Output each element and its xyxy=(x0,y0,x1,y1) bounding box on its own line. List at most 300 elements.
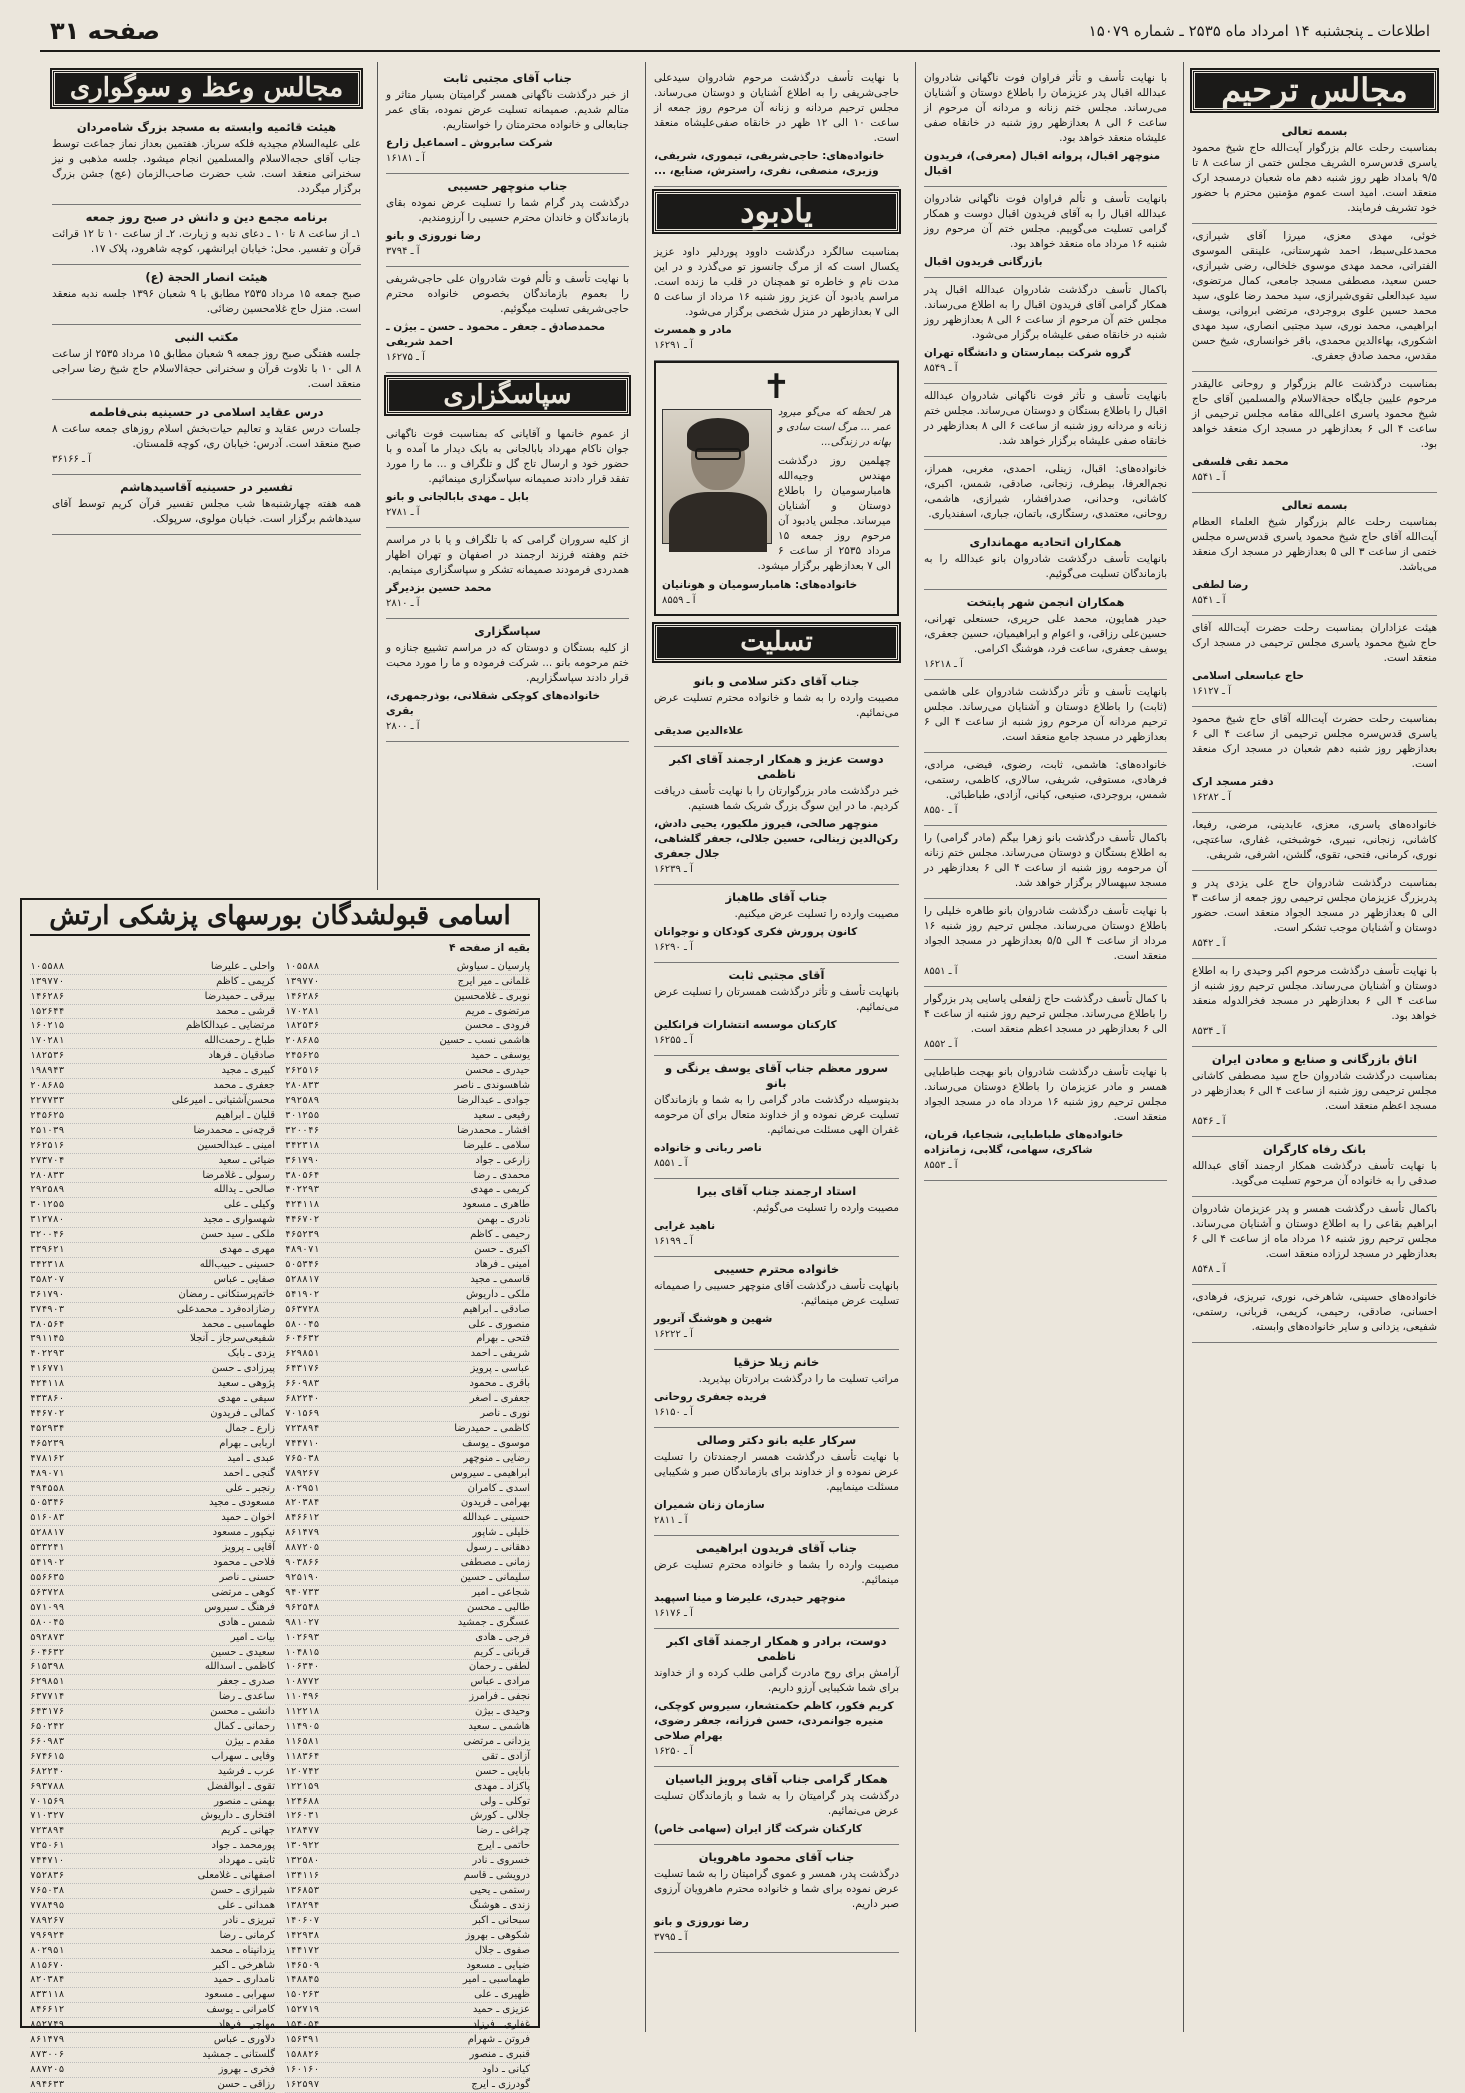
notice-body: جلسات درس عقاید و تعالیم حیات‌بخش اسلام روزهای جمعه ساعت ۸ صبح منعقد است. آدرس: خیابان ری، کوچه قلمستان. xyxy=(52,423,361,450)
list-row xyxy=(285,1377,530,1392)
list-row-name: کیانی ـ داود xyxy=(482,2063,530,2075)
list-row-number: ۶۸۲۲۴۰ xyxy=(285,1393,320,1405)
list-row-number: ۴۲۴۱۱۸ xyxy=(285,1199,320,1211)
notice-code: آ ـ ۱۶۱۸۱ xyxy=(386,153,425,164)
notice-item xyxy=(654,1257,899,1350)
list-row xyxy=(30,1139,275,1154)
list-row xyxy=(285,1079,530,1094)
list-columns xyxy=(30,960,530,2093)
list-row-number: ۳۲۰۰۴۶ xyxy=(285,1124,320,1136)
list-row xyxy=(285,1646,530,1661)
notice-signature: منوچهر اقبال، پروانه اقبال (معرفی)، فریدون اقبال xyxy=(924,150,1161,177)
list-row-number: ۹۶۲۵۴۸ xyxy=(285,1601,320,1613)
notice-body: درگذشت پدر گرامیتان را به شما و بازماندگان تسلیت عرض می‌نمائیم. xyxy=(654,1790,899,1817)
notice-body: خبر درگذشت مادر بزرگوارتان را با نهایت تأسف دریافت کردیم. ما در این سوگ بزرگ شریک شما هستیم. xyxy=(654,785,899,812)
notice-signature: خانواده‌های طباطبایی، شجاعیا، قربان، شاکری، سهامی، گلابی، زمانزاده xyxy=(924,1129,1124,1156)
list-row xyxy=(285,1705,530,1720)
list-row-number: ۴۲۴۱۱۸ xyxy=(30,1378,65,1390)
list-row-number: ۸۶۱۴۷۹ xyxy=(285,1527,320,1539)
list-row-number: ۱۶۰۱۶۰ xyxy=(285,2063,320,2075)
list-row-number: ۴۶۵۲۳۹ xyxy=(285,1229,320,1241)
notice-body: حیدر همایون، محمد علی حریری، حسنعلی تهرانی، حسین‌علی رزاقی، و اعوام و ابراهیمیان، حسین جعفری، یوسف جعفری، ساعت فرد، هوشنگ اکرامی. xyxy=(924,613,1167,655)
memorial-signature: خانواده‌های: هامبارسومیان و هونانیان xyxy=(662,579,858,591)
list-row xyxy=(30,1959,275,1974)
list-row-name: نیکپور ـ مسعود xyxy=(212,1527,275,1539)
notice-body: بانهایت تأسف و تأثر درگذشت شادروان علی هاشمی (ثابت) را باطلاع دوستان و آشنایان می‌رساند. مجلس ترحیم مردانه آن مرحوم روز شنبه از ساعت ۴ الی ۶ بعدازظهر در مسجد جامع منعقد است. xyxy=(924,686,1168,743)
list-row xyxy=(285,1437,530,1452)
list-row-number: ۱۷۰۲۸۱ xyxy=(285,1005,320,1017)
section-banner-taslit: تسلیت xyxy=(654,624,899,661)
list-row-number: ۷۰۱۵۶۹ xyxy=(285,1408,320,1419)
list-row xyxy=(30,1571,275,1586)
list-row-name: سهرابی ـ مسعود xyxy=(204,1989,275,2001)
list-row-number: ۶۲۹۸۵۱ xyxy=(285,1348,320,1360)
list-row xyxy=(285,1139,530,1154)
notice-body: بانهایت تأسف و تأثر درگذشت همسرتان را تسلیت عرض می‌نمائیم. xyxy=(654,986,899,1013)
notice-signature: رضا نوروزی و بانو xyxy=(654,1916,749,1928)
list-row-number: ۵۶۳۷۲۸ xyxy=(30,1586,65,1598)
list-row-name: قربانی ـ کریم xyxy=(473,1646,530,1658)
section-banner-sepasgozari: سپاسگزاری xyxy=(386,377,629,414)
list-row-number: ۹۴۰۷۳۳ xyxy=(285,1586,320,1598)
list-row xyxy=(30,1899,275,1914)
list-row-number: ۱۳۴۱۱۶ xyxy=(285,1870,320,1882)
list-row-name: ثابتی ـ مهرداد xyxy=(218,1855,275,1867)
notice-code: آ ـ ۸۵۴۹ xyxy=(924,363,958,374)
list-row-name: بابایی ـ حسن xyxy=(475,1765,530,1777)
list-row-number: ۷۲۳۸۹۴ xyxy=(30,1825,65,1837)
list-row xyxy=(30,1660,275,1675)
list-column-b xyxy=(30,960,275,2093)
notice-item xyxy=(654,1179,899,1257)
list-row xyxy=(285,1824,530,1839)
notice-item xyxy=(924,680,1167,753)
list-row-number: ۱۰۵۵۸۸ xyxy=(30,960,65,972)
list-row-number: ۷۱۰۳۲۷ xyxy=(30,1810,65,1822)
list-row xyxy=(285,1034,530,1049)
notice-item xyxy=(924,753,1167,826)
list-row xyxy=(30,1646,275,1661)
list-row-number: ۴۷۸۱۶۲ xyxy=(30,1452,65,1464)
list-row-name: سیفی ـ مهدی xyxy=(217,1393,275,1405)
list-column-a xyxy=(285,960,530,2093)
notice-item xyxy=(654,669,899,747)
list-row-number: ۶۳۷۷۱۴ xyxy=(30,1691,65,1703)
list-row-number: ۱۴۸۸۴۵ xyxy=(285,1974,320,1986)
notice-item xyxy=(52,205,361,265)
list-row-number: ۴۹۴۵۵۸ xyxy=(30,1482,65,1494)
notice-item xyxy=(924,1060,1167,1181)
list-row-name: افتخاری ـ داریوش xyxy=(200,1810,275,1822)
list-row-number: ۷۳۵۰۶۱ xyxy=(30,1840,65,1852)
list-row xyxy=(285,1496,530,1511)
notice-body: بانهایت تأسف درگذشت آقای منوچهر حسیبی را صمیمانه تسلیت عرض مینمائیم. xyxy=(654,1280,899,1307)
list-row-name: نادری ـ بهمن xyxy=(476,1214,530,1226)
list-row xyxy=(30,1526,275,1541)
list-row-number: ۳۸۰۵۶۴ xyxy=(285,1169,320,1181)
list-row-number: ۶۰۴۶۳۲ xyxy=(30,1646,65,1658)
column-notices-2 xyxy=(915,62,1175,2032)
notice-heading: سرور معظم جناب آقای یوسف یرنگی و بانو xyxy=(664,1061,889,1090)
list-row xyxy=(30,1169,275,1184)
list-row-name: مهری ـ مهدی xyxy=(219,1244,275,1256)
notice-body: بانهایت تأسف درگذشت شادروان بانو عبدالله را به بازماندگان تسلیت می‌گوئیم. xyxy=(924,553,1167,580)
list-row-number: ۱۳۲۵۸۰ xyxy=(285,1855,320,1867)
list-row xyxy=(285,1064,530,1079)
list-row-name: فخری ـ بهروز xyxy=(218,2063,275,2075)
notice-list xyxy=(654,66,899,187)
list-row-name: دلاوری ـ عباس xyxy=(213,2034,275,2046)
list-row-name: پارسیان ـ سیاوش xyxy=(456,960,530,972)
notice-heading: استاد ارجمند جناب آقای بیرا xyxy=(696,1184,857,1198)
list-row xyxy=(30,1049,275,1064)
notice-item xyxy=(924,826,1167,899)
notice-code: آ ـ ۳۷۹۴ xyxy=(386,246,420,257)
list-row-number: ۶۲۹۸۵۱ xyxy=(30,1676,65,1688)
notice-item xyxy=(924,530,1167,590)
list-row-name: گلستانی ـ جمشید xyxy=(202,2048,275,2060)
list-row-name: محمدی ـ رضا xyxy=(473,1169,530,1181)
notice-heading: بسمه تعالی xyxy=(1281,124,1348,138)
list-row-name: امینی ـ فرهاد xyxy=(475,1258,530,1270)
list-row-name: رزاقی ـ حسن xyxy=(217,2078,275,2090)
list-row xyxy=(285,1601,530,1616)
list-row-number: ۳۱۲۷۸۰ xyxy=(30,1214,65,1226)
list-row-number: ۵۰۵۳۴۶ xyxy=(285,1258,320,1270)
list-row xyxy=(30,960,275,975)
list-row-name: کامرانی ـ یوسف xyxy=(206,2004,275,2016)
memorial-text: چهلمین روز درگذشت مهندس وجیه‌الله هامبارسومیان را باطلاع دوستان و آشنایان میرساند. مجلس یادبود آن مرحوم روز جمعه ۱۵ مرداد ۲۵۳۵ از ساعت ۶ الی ۷ بعدازظهر برگزار میشود. xyxy=(757,455,891,572)
notice-signature: خانواده‌های: حاجی‌شریفی، تیموری، شریفی، وزیری، منصفی، نفری، راسترش، صنایع، ... xyxy=(654,150,885,177)
notice-signature: منوچهر حیدری، علیرضا و مینا اسپهبد xyxy=(654,1592,846,1604)
notice-item xyxy=(386,66,629,174)
list-row-number: ۷۴۴۷۱۰ xyxy=(285,1437,320,1449)
notice-heading: دوست عزیز و همکار ارجمند آقای اکبر ناظمی xyxy=(669,752,884,781)
list-row-name: زندی ـ هوشنگ xyxy=(469,1899,530,1911)
list-row xyxy=(285,1452,530,1467)
list-row-name: جعفری ـ اصغر xyxy=(469,1393,530,1405)
list-row-name: نجفی ـ فرامرز xyxy=(469,1691,530,1703)
notice-code: آ ـ ۸۵۴۸ xyxy=(1192,1264,1226,1275)
list-row-name: ملکی ـ سید حسن xyxy=(200,1229,275,1241)
list-row xyxy=(30,1780,275,1795)
list-row xyxy=(30,990,275,1005)
list-row-number: ۸۴۶۶۱۲ xyxy=(30,2004,65,2016)
list-row-number: ۳۶۱۷۹۰ xyxy=(30,1288,65,1300)
list-row xyxy=(30,1809,275,1824)
list-row xyxy=(285,1556,530,1571)
list-row-name: فلاحی ـ محمود xyxy=(213,1557,275,1569)
notice-code: آ ـ ۸۵۵۰ xyxy=(924,805,958,816)
list-row-number: ۱۳۶۸۵۳ xyxy=(285,1885,320,1896)
notice-signature: شرکت سابروش ـ اسماعیل زارع xyxy=(386,137,553,149)
list-row xyxy=(285,1809,530,1824)
list-row xyxy=(30,1452,275,1467)
notice-heading: هیئت قائمیه وابسته به مسجد بزرگ شاه‌مردان xyxy=(76,120,337,134)
list-row-name: صفوی ـ جلال xyxy=(474,1944,530,1956)
list-row-name: زارعی ـ جواد xyxy=(475,1154,530,1166)
list-row xyxy=(30,1332,275,1347)
list-row xyxy=(285,1616,530,1631)
list-row xyxy=(285,1541,530,1556)
list-row-name: سلیمانی ـ حسین xyxy=(460,1571,530,1583)
list-row xyxy=(285,1422,530,1437)
list-row xyxy=(30,1422,275,1437)
list-row xyxy=(285,1914,530,1929)
notice-signature: حاج عباسعلی اسلامی xyxy=(1192,670,1304,682)
list-row xyxy=(30,1556,275,1571)
list-row-number: ۱۵۲۶۴۴ xyxy=(30,1005,65,1017)
list-row-number: ۶۱۵۳۹۸ xyxy=(30,1661,65,1673)
notice-item xyxy=(924,457,1167,530)
list-row-name: کاظمی ـ حمیدرضا xyxy=(454,1422,530,1434)
list-row-number: ۴۵۲۹۳۴ xyxy=(30,1422,65,1434)
column-preaching-gatherings xyxy=(44,62,369,890)
notice-body: باکمال تأسف درگذشت همسر و پدر عزیزمان شادروان ابراهیم بقاعی را به اطلاع دوستان و آشنایان می‌رساند. مجلس ترحیم روز شنبه ۱۶ مرداد ماه از ساعت ۴ الی ۶ بعدازظهر در مسجد لرزاده منعقد است. xyxy=(1192,1203,1437,1260)
list-row-name: کریمی ـ کاظم xyxy=(216,975,275,987)
list-row-name: شاهرخی ـ اکبر xyxy=(212,1959,275,1971)
list-row-number: ۴۱۶۷۷۱ xyxy=(30,1363,65,1375)
notice-body: با نهایت تأسف درگذشت مرحوم اکبر وحیدی را به اطلاع دوستان و آشنایان می‌رساند. مجلس ترحیم روز شنبه از ساعت ۴ الی ۶ بعدازظهر در مسجد فخرالدوله منعقد خواهد بود. xyxy=(1192,965,1437,1022)
notice-body: بمناسبت درگذشت شادروان حاج سید مصطفی کاشانی مجلس ترحیمی روز شنبه از ساعت ۴ الی ۶ بعدازظهر در مسجد اعظم منعقد است. xyxy=(1192,1070,1437,1112)
list-row xyxy=(285,1929,530,1944)
list-row-name: اربابی ـ بهرام xyxy=(219,1437,275,1449)
list-row-number: ۲۶۲۵۱۶ xyxy=(30,1139,65,1151)
notice-item xyxy=(52,325,361,400)
list-row-name: حسنی ـ ناصر xyxy=(219,1571,275,1583)
list-row xyxy=(30,1929,275,1944)
list-row xyxy=(30,1824,275,1839)
list-row xyxy=(285,1318,530,1333)
notice-body: با نهایت تأسف و تأثر فراوان فوت ناگهانی شادروان عبدالله اقبال پدر عزیزمان را باطلاع دوستان و آشنایان می‌رساند. مجلس ختم زنانه و مردانه آن مرحوم از ساعت ۶ الی ۸ بعدازظهر روز شنبه در خانقاه صفی علیشاه منعقد خواهد بود. xyxy=(924,72,1167,144)
list-row xyxy=(30,975,275,990)
list-row-name: ابراهیمی ـ سیروس xyxy=(450,1467,530,1479)
list-row xyxy=(285,975,530,990)
notice-body: با نهایت تأسف درگذشت مرحوم شادروان سیدعلی حاجی‌شریفی را به اطلاع آشنایان و دوستان می‌رساند. مجلس ترحیم مردانه و زنانه آن مرحوم روز جمعه از ساعت ۱۰ الی ۱۲ ظهر در خانقاه صفی‌علیشاه منعقد است. xyxy=(654,72,900,144)
list-row-name: اصفهانی ـ غلامعلی xyxy=(197,1870,275,1882)
list-row-name: فتحی ـ بهرام xyxy=(476,1333,530,1345)
list-row-number: ۱۵۲۷۱۹ xyxy=(285,2004,320,2016)
section-banner-majales-tarhim: مجالس ترحیم xyxy=(1192,70,1437,111)
list-row xyxy=(285,1332,530,1347)
notice-signature: منوچهر صالحی، فیروز ملکیور، یحیی دادش، رکن‌الدین زینالی، حسین جلالی، جعفر گلشاهی، جلال جعفری xyxy=(654,818,899,860)
list-row-name: شجاعی ـ امیر xyxy=(471,1586,530,1598)
list-row-name: هاشمی ـ سعید xyxy=(468,1721,530,1733)
notice-item xyxy=(654,1767,899,1845)
list-row xyxy=(285,1198,530,1213)
list-row-name: رفیعی ـ سعید xyxy=(473,1109,530,1121)
notice-body: خانواده‌های: اقبال، زینلی، احمدی، مغربی، همراز، نجم‌العرفا، بیطرف، زنجانی، صادقی، شمس، اکبری، کاشانی، وحدانی، صدرافشار، شیرازی، هاشمی، روحانی، معتمدی، رستگاری، باتمان، جباری، اسفندیاری. xyxy=(924,463,1167,520)
list-row-name: فرودی ـ محسن xyxy=(464,1020,530,1032)
list-row-number: ۸۸۷۲۰۵ xyxy=(285,1542,320,1554)
list-row-number: ۵۴۱۹۰۲ xyxy=(285,1288,320,1300)
notice-heading: جناب منوچهر حسیبی xyxy=(447,179,568,193)
list-row-number: ۴۰۲۲۹۳ xyxy=(30,1348,65,1360)
list-row-number: ۱۳۹۷۷۰ xyxy=(30,975,65,987)
list-row xyxy=(285,1660,530,1675)
notice-heading: همکار گرامی جناب آقای پرویز الیاسیان xyxy=(665,1772,888,1786)
notice-body: خانواده‌های یاسری، معزی، عابدینی، مرضی، رفیعا، کاشانی، زنجانی، نبیری، خوشبختی، غفاری، ساعتچی، نوری، کرمانی، فتحی، تقوی، گلشن، اشرفی، شریفی. xyxy=(1192,819,1437,861)
list-row-name: شیرازی ـ حسن xyxy=(210,1885,275,1896)
cross-icon: ✝ xyxy=(762,367,791,407)
list-row-number: ۷۲۳۸۹۴ xyxy=(285,1422,320,1434)
notice-heading: اتاق بازرگانی و صنایع و معادن ایران xyxy=(1211,1052,1418,1066)
notice-heading: جناب آقای فریدون ابراهیمی xyxy=(695,1541,858,1555)
list-row-number: ۱۰۴۸۱۵ xyxy=(285,1646,320,1658)
list-row xyxy=(285,1944,530,1959)
list-row xyxy=(30,1944,275,1959)
list-row-name: کوهی ـ مرتضی xyxy=(211,1586,275,1598)
list-row-name: مهاجر ـ فرهاد xyxy=(217,2019,275,2031)
list-row xyxy=(30,1541,275,1556)
notice-code: آ ـ ۱۶۲۹۱ xyxy=(654,340,693,351)
notice-body: با نهایت تأسف درگذشت همکار ارجمند آقای عبدالله صدقی را به خانواده آن مرحوم تسلیت می‌گوید. xyxy=(1192,1160,1437,1187)
list-row-number: ۱۰۶۳۴۰ xyxy=(285,1661,320,1673)
list-row-number: ۱۴۶۲۸۶ xyxy=(285,990,320,1002)
column-notices-4 xyxy=(377,62,637,890)
list-row-number: ۴۰۲۲۹۳ xyxy=(285,1184,320,1196)
notice-item xyxy=(654,1536,899,1629)
notice-body: بمناسبت رحلت حضرت آیت‌الله آقای حاج شیخ محمود یاسری قدس‌سره مجلس ترحیمی از ساعت ۴ الی ۶ بعدازظهر روز شنبه دهم شعبان در مسجد ارک منعقد است. xyxy=(1192,713,1437,770)
notice-signature: بابل ـ مهدی بابالجانی و بانو xyxy=(386,491,529,503)
list-row-name: وفایی ـ سهراب xyxy=(211,1750,275,1762)
memorial-code: آ ـ ۸۵۵۹ xyxy=(662,595,696,606)
list-row xyxy=(285,1228,530,1243)
list-row-number: ۸۶۱۴۷۹ xyxy=(30,2034,65,2046)
list-row xyxy=(285,2048,530,2063)
notice-code: آ ـ ۱۶۱۹۹ xyxy=(654,1236,693,1247)
notice-body: بدینوسیله درگذشت مادر گرامی را به شما و بازماندگان تسلیت عرض نموده و از خداوند متعال برای آن مرحومه غفران الهی مسئلت می‌نمائیم. xyxy=(654,1094,899,1136)
list-row xyxy=(30,1288,275,1303)
notice-signature: محمد تقی فلسفی xyxy=(1192,456,1289,468)
list-row-name: حسینی ـ حبیب‌الله xyxy=(199,1258,275,1270)
list-row-number: ۴۸۹۰۷۱ xyxy=(30,1467,65,1479)
list-row xyxy=(30,1034,275,1049)
list-row-number: ۳۳۹۶۲۱ xyxy=(30,1244,65,1256)
list-row-number: ۲۶۲۵۱۶ xyxy=(285,1065,320,1077)
notice-list xyxy=(52,115,361,535)
list-row-number: ۷۸۹۲۶۷ xyxy=(285,1467,320,1479)
notice-body: از کلیه بستگان و دوستان که در مراسم تشییع جنازه و ختم مرحومه بانو ... شرکت فرموده و ما را مورد محبت قرار دادند سپاسگزاریم. xyxy=(386,642,629,684)
notice-heading: جناب آقای دکتر سلامی و بانو xyxy=(693,674,860,688)
notice-code: آ ـ ۸۵۳۴ xyxy=(1192,1026,1226,1037)
list-row xyxy=(285,1154,530,1169)
list-row-number: ۱۸۲۵۳۶ xyxy=(30,1050,65,1062)
notice-item xyxy=(1192,616,1437,707)
list-row-name: طباخ ـ رحمت‌الله xyxy=(204,1035,275,1047)
list-row-number: ۱۵۰۲۶۳ xyxy=(285,1989,320,2001)
list-row-name: قاسمی ـ مجید xyxy=(470,1273,530,1285)
notice-item xyxy=(654,240,899,361)
list-row xyxy=(285,1392,530,1407)
list-row-name: شهسواری ـ مجید xyxy=(203,1214,275,1226)
list-row xyxy=(30,1407,275,1422)
list-row-name: کاظمی ـ اسدالله xyxy=(204,1661,275,1673)
notice-code: آ ـ ۸۵۴۶ xyxy=(1192,1116,1226,1127)
list-row xyxy=(285,1109,530,1124)
list-row xyxy=(30,1079,275,1094)
list-row xyxy=(30,1064,275,1079)
list-row xyxy=(285,1720,530,1735)
list-row-number: ۹۲۵۱۹۰ xyxy=(285,1571,320,1583)
list-row xyxy=(30,1765,275,1780)
list-row-name: تقوی ـ ابوالفضل xyxy=(207,1780,275,1792)
list-row xyxy=(285,2033,530,2048)
list-row-name: وحیدی ـ بیژن xyxy=(474,1706,530,1718)
notice-code: آ ـ ۲۸۰۰ xyxy=(386,721,420,732)
section-banner-yadbud: یادبود xyxy=(654,191,899,232)
list-row-name: ظهیری ـ علی xyxy=(474,1989,530,2001)
notice-item xyxy=(386,267,629,373)
list-row-number: ۵۲۸۸۱۷ xyxy=(30,1527,65,1539)
list-row xyxy=(30,1586,275,1601)
list-row-number: ۳۷۴۹۰۳ xyxy=(30,1303,65,1315)
notice-item xyxy=(1192,493,1437,616)
list-row-number: ۹۰۳۸۶۶ xyxy=(285,1557,320,1569)
notice-item xyxy=(1192,1047,1437,1137)
list-row-name: دانشی ـ محسن xyxy=(210,1706,275,1718)
list-row-name: یزدی ـ بابک xyxy=(227,1348,275,1360)
list-row-number: ۵۶۳۷۲۸ xyxy=(285,1303,320,1315)
notice-code: آ ـ ۱۶۱۲۷ xyxy=(1192,686,1231,697)
list-row-number: ۱۹۸۹۴۳ xyxy=(30,1065,65,1077)
notice-item xyxy=(654,747,899,885)
list-row-name: لطفی ـ رحمان xyxy=(468,1661,530,1673)
notice-body: بانهایت تأسف و تألم فراوان فوت ناگهانی شادروان عبدالله اقبال را به آقای فریدون اقبال دوست و همکار گرامی تسلیت می‌گوییم. مجلس ختم آن مرحوم روز شنبه ۱۶ مرداد ماه منعقد خواهد بود. xyxy=(924,193,1167,250)
notice-item xyxy=(1192,119,1437,224)
list-row-name: آزادی ـ تقی xyxy=(481,1750,530,1762)
notice-code: آ ـ ۸۵۴۲ xyxy=(1192,938,1226,949)
list-row-name: جعفری ـ محمد xyxy=(213,1080,275,1092)
issue-line: اطلاعات ـ پنجشنبه ۱۴ امرداد ماه ۲۵۳۵ ـ شماره ۱۵۰۷۹ xyxy=(1088,22,1430,40)
notice-heading: همکاران اتحادیه مهمانداری xyxy=(969,535,1122,549)
list-row-name: عرب ـ فرشید xyxy=(217,1765,275,1777)
list-row-number: ۶۵۰۲۴۲ xyxy=(30,1721,65,1733)
list-row xyxy=(285,1169,530,1184)
list-row-number: ۲۸۰۸۳۳ xyxy=(285,1080,320,1092)
notice-signature: شهین و هوشنگ آتریور xyxy=(654,1313,773,1325)
notice-signature: رضا نوروزی و بانو xyxy=(386,230,481,242)
list-row xyxy=(285,1019,530,1034)
list-row-name: کمالی ـ فریدون xyxy=(210,1408,275,1419)
notice-heading: تفسیر در حسینیه آقاسیدهاشم xyxy=(120,480,293,494)
list-row-name: طهماسبی ـ امیر xyxy=(462,1974,530,1986)
list-row xyxy=(30,1154,275,1169)
list-row-number: ۵۲۸۸۱۷ xyxy=(285,1273,320,1285)
list-row-number: ۳۶۱۷۹۰ xyxy=(285,1154,320,1166)
list-row xyxy=(285,1899,530,1914)
notice-heading: دوست، برادر و همکار ارجمند آقای اکبر ناظمی xyxy=(666,1634,887,1663)
notice-item xyxy=(386,619,629,742)
list-row-name: طالبی ـ محسن xyxy=(466,1601,530,1613)
list-row xyxy=(285,1482,530,1497)
list-row-number: ۷۶۵۰۳۸ xyxy=(30,1885,65,1896)
list-row xyxy=(30,1198,275,1213)
list-row xyxy=(30,2048,275,2063)
list-row-name: صالحی ـ یدالله xyxy=(213,1184,275,1196)
notice-item xyxy=(386,422,629,528)
portrait-photo xyxy=(662,409,772,544)
notice-code: آ ـ ۸۵۵۱ xyxy=(924,966,958,977)
section-banner-vaz-sogvari: مجالس وعظ و سوگواری xyxy=(52,70,361,107)
list-row xyxy=(285,990,530,1005)
list-row-name: مسعودی ـ مجید xyxy=(209,1497,275,1509)
list-row-number: ۳۰۱۲۵۵ xyxy=(30,1199,65,1211)
list-row-name: فرجی ـ هادی xyxy=(475,1631,530,1643)
notice-item xyxy=(1192,871,1437,959)
list-row xyxy=(30,1183,275,1198)
list-row xyxy=(285,1973,530,1988)
